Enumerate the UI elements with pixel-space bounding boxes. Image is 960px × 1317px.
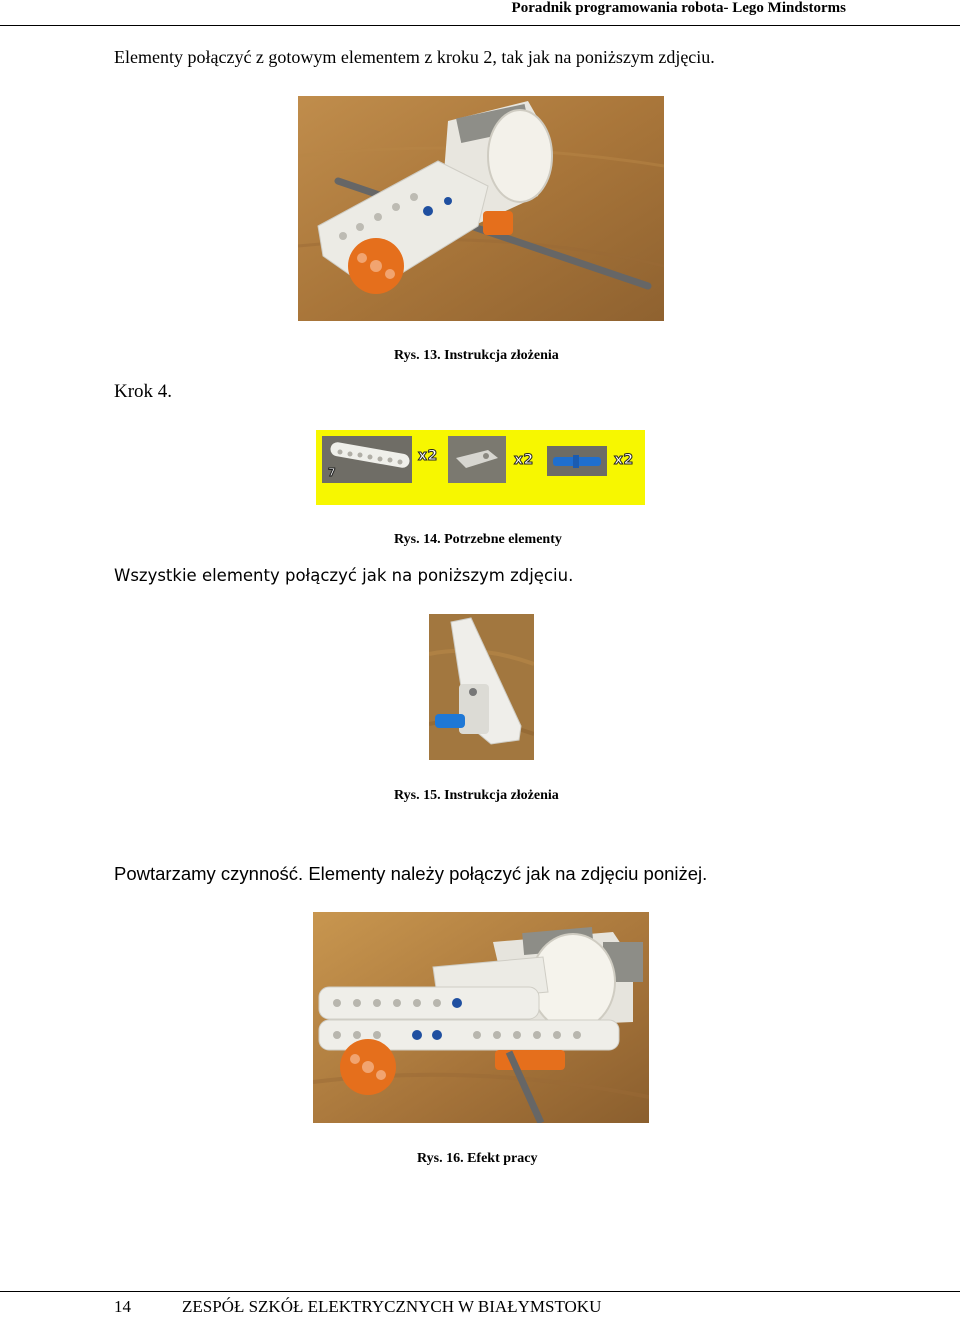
step-heading: Krok 4. xyxy=(114,381,173,402)
part-quantity-connector: x2 xyxy=(514,452,534,468)
part-image-connector xyxy=(448,436,506,483)
part-quantity-blue-pin: x2 xyxy=(614,452,634,468)
assembly-photo-result xyxy=(313,912,649,1123)
instruction-text-1: Wszystkie elementy połączyć jak na poniższym zdjęciu. xyxy=(114,566,574,585)
instruction-text-2: Powtarzamy czynność. Elementy należy połączyć jak na zdjęciu poniżej. xyxy=(114,863,708,884)
figure-caption-14: Rys. 14. Potrzebne elementy xyxy=(394,532,562,547)
part-quantity-beam: x2 xyxy=(418,448,438,464)
part-label-7: 7 xyxy=(328,466,337,479)
figure-caption-15: Rys. 15. Instrukcja złożenia xyxy=(394,788,559,803)
footer-school-name: ZESPÓŁ SZKÓŁ ELEKTRYCZNYCH W BIAŁYMSTOKU xyxy=(182,1297,602,1316)
running-header: Poradnik programowania robota- Lego Mindstorms xyxy=(511,0,846,16)
assembly-photo-beam xyxy=(429,614,534,760)
figure-caption-16: Rys. 16. Efekt pracy xyxy=(417,1151,538,1166)
assembly-photo-step2 xyxy=(298,96,664,321)
header-rule xyxy=(0,25,960,26)
part-image-blue-pin xyxy=(547,446,607,476)
footer-page-number: 14 xyxy=(114,1297,131,1316)
footer-rule xyxy=(0,1291,960,1292)
intro-text: Elementy połączyć z gotowym elementem z kroku 2, tak jak na poniższym zdjęciu. xyxy=(114,47,715,67)
required-parts-strip xyxy=(316,430,645,505)
figure-caption-13: Rys. 13. Instrukcja złożenia xyxy=(394,348,559,363)
